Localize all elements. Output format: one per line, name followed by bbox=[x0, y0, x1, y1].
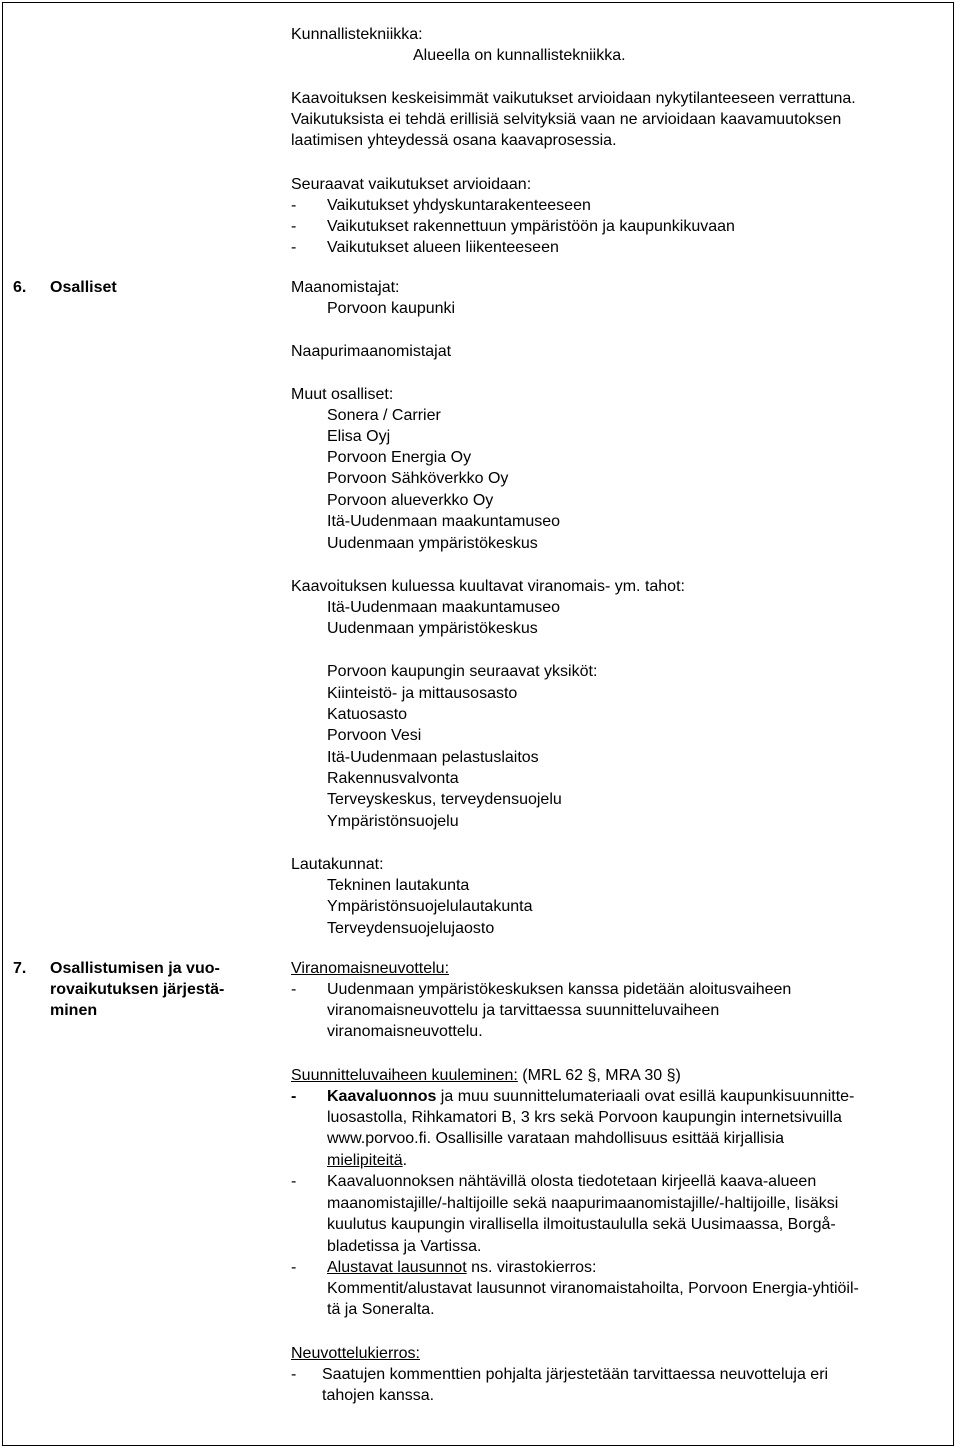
alustavat-lausunnot: Alustavat lausunnot bbox=[327, 1259, 467, 1276]
muut-osallinen: Elisa Oyj bbox=[327, 428, 391, 445]
naapurimaanomistajat: Naapurimaanomistajat bbox=[291, 343, 452, 360]
muut-osallinen: Sonera / Carrier bbox=[327, 407, 441, 424]
neuvottelukierros-heading: Neuvottelukierros: bbox=[291, 1345, 420, 1362]
maanomistajat-label: Maanomistajat: bbox=[291, 279, 400, 296]
nahtavilla-line: kuulutus kaupungin virallisella ilmoitustaululla sekä Uusimaassa, Borgå- bbox=[327, 1216, 836, 1233]
yksikko: Porvoon Vesi bbox=[327, 727, 422, 744]
mielipiteita: mielipiteitä bbox=[327, 1152, 403, 1169]
seuraavat-item: Vaikutukset alueen liikenteeseen bbox=[327, 239, 559, 256]
muut-osalliset-label: Muut osalliset: bbox=[291, 386, 394, 403]
lautakunta: Ympäristönsuojelulautakunta bbox=[327, 898, 533, 915]
list-dash: - bbox=[291, 1173, 297, 1190]
section-7-title-line: minen bbox=[50, 1002, 98, 1019]
viranomais-line: Uudenmaan ympäristökeskuksen kanssa pidetään aloitusvaiheen bbox=[327, 981, 792, 998]
kuultavat-label: Kaavoituksen kuluessa kuultavat viranomais- ym. tahot: bbox=[291, 578, 685, 595]
arviointi-line: Kaavoituksen keskeisimmät vaikutukset arvioidaan nykytilanteeseen verrattuna. bbox=[291, 90, 856, 107]
kaavaluonnos-bold: Kaavaluonnos bbox=[327, 1088, 437, 1105]
kuultava-taho: Itä-Uudenmaan maakuntamuseo bbox=[327, 599, 561, 616]
muut-osallinen: Porvoon Sähköverkko Oy bbox=[327, 470, 509, 487]
section-7-title-line: Osallistumisen ja vuo- bbox=[50, 960, 220, 977]
alustavat-detail: Kommentit/alustavat lausunnot viranomaistahoilta, Porvoon Energia-yhtiöil- bbox=[327, 1280, 859, 1297]
viranomaisneuvottelu-heading: Viranomaisneuvottelu: bbox=[291, 960, 450, 977]
section-6-title: Osalliset bbox=[50, 279, 117, 296]
yksikko: Ympäristönsuojelu bbox=[327, 813, 459, 830]
lautakunnat-label: Lautakunnat: bbox=[291, 856, 384, 873]
alustavat-rest: ns. virastokierros: bbox=[466, 1259, 597, 1276]
yksikko: Rakennusvalvonta bbox=[327, 770, 459, 787]
list-dash: - bbox=[291, 1259, 297, 1276]
list-dash: - bbox=[291, 197, 297, 214]
list-dash: - bbox=[291, 1088, 297, 1105]
neuvottelu-line: tahojen kanssa. bbox=[322, 1387, 435, 1404]
section-6-number: 6. bbox=[13, 279, 27, 296]
seuraavat-heading: Seuraavat vaikutukset arvioidaan: bbox=[291, 176, 532, 193]
section-7-title-line: rovaikutuksen järjestä- bbox=[50, 981, 225, 998]
lautakunta: Terveydensuojelujaosto bbox=[327, 920, 495, 937]
yksikko: Itä-Uudenmaan pelastuslaitos bbox=[327, 749, 539, 766]
seuraavat-item: Vaikutukset rakennettuun ympäristöön ja kaupunkikuvaan bbox=[327, 218, 735, 235]
alustavat-line bbox=[327, 1258, 596, 1278]
viranomais-line: viranomaisneuvottelu. bbox=[327, 1023, 483, 1040]
list-dash: - bbox=[291, 218, 297, 235]
kaavaluonnos-line: luosastolla, Rihkamatori B, 3 krs sekä Porvoon kaupungin internetsivuilla bbox=[327, 1109, 842, 1126]
mielipiteita-line bbox=[327, 1151, 407, 1171]
yksikko: Terveyskeskus, terveydensuojelu bbox=[327, 791, 562, 808]
muut-osallinen: Porvoon alueverkko Oy bbox=[327, 492, 494, 509]
arviointi-line: laatimisen yhteydessä osana kaavaprosessia. bbox=[291, 132, 617, 149]
viranomais-line: viranomaisneuvottelu ja tarvittaessa suunnitteluvaiheen bbox=[327, 1002, 720, 1019]
nahtavilla-line: bladetissa ja Vartissa. bbox=[327, 1238, 482, 1255]
yksikko: Katuosasto bbox=[327, 706, 408, 723]
kaavaluonnos-line bbox=[327, 1087, 854, 1107]
kaavaluonnos-rest: ja muu suunnittelumateriaali ovat esillä kaupunkisuunnitte- bbox=[436, 1088, 855, 1105]
kuuleminen-line bbox=[291, 1066, 681, 1086]
list-dash: - bbox=[291, 981, 297, 998]
yksikko: Kiinteistö- ja mittausosasto bbox=[327, 685, 518, 702]
kuultava-taho: Uudenmaan ympäristökeskus bbox=[327, 620, 538, 637]
mielipiteita-tail: . bbox=[402, 1152, 408, 1169]
yksikot-label: Porvoon kaupungin seuraavat yksiköt: bbox=[327, 663, 598, 680]
arviointi-line: Vaikutuksista ei tehdä erillisiä selvityksiä vaan ne arvioidaan kaavamuutoksen bbox=[291, 111, 842, 128]
muut-osallinen: Itä-Uudenmaan maakuntamuseo bbox=[327, 513, 561, 530]
muut-osallinen: Porvoon Energia Oy bbox=[327, 449, 472, 466]
kunnallistekniikka-value: Alueella on kunnallistekniikka. bbox=[413, 47, 626, 64]
nahtavilla-line: Kaavaluonnoksen nähtävillä olosta tiedotetaan kirjeellä kaava-alueen bbox=[327, 1173, 817, 1190]
kaavaluonnos-line: www.porvoo.fi. Osallisille varataan mahdollisuus esittää kirjallisia bbox=[327, 1130, 785, 1147]
neuvottelu-line: Saatujen kommenttien pohjalta järjestetään tarvittaessa neuvotteluja eri bbox=[322, 1366, 829, 1383]
kunnallistekniikka-label: Kunnallistekniikka: bbox=[291, 26, 423, 43]
alustavat-detail: tä ja Soneralta. bbox=[327, 1301, 435, 1318]
lautakunta: Tekninen lautakunta bbox=[327, 877, 470, 894]
muut-osallinen: Uudenmaan ympäristökeskus bbox=[327, 535, 538, 552]
list-dash: - bbox=[291, 239, 297, 256]
section-7-number: 7. bbox=[13, 960, 27, 977]
nahtavilla-line: maanomistajille/-haltijoille sekä naapurimaanomistajille/-haltijoille, lisäksi bbox=[327, 1195, 839, 1212]
list-dash: - bbox=[291, 1366, 297, 1383]
kuuleminen-ref: (MRL 62 §, MRA 30 §) bbox=[517, 1067, 681, 1084]
kuuleminen-heading: Suunnitteluvaiheen kuuleminen: bbox=[291, 1067, 518, 1084]
seuraavat-item: Vaikutukset yhdyskuntarakenteeseen bbox=[327, 197, 591, 214]
maanomistajat-value: Porvoon kaupunki bbox=[327, 300, 456, 317]
